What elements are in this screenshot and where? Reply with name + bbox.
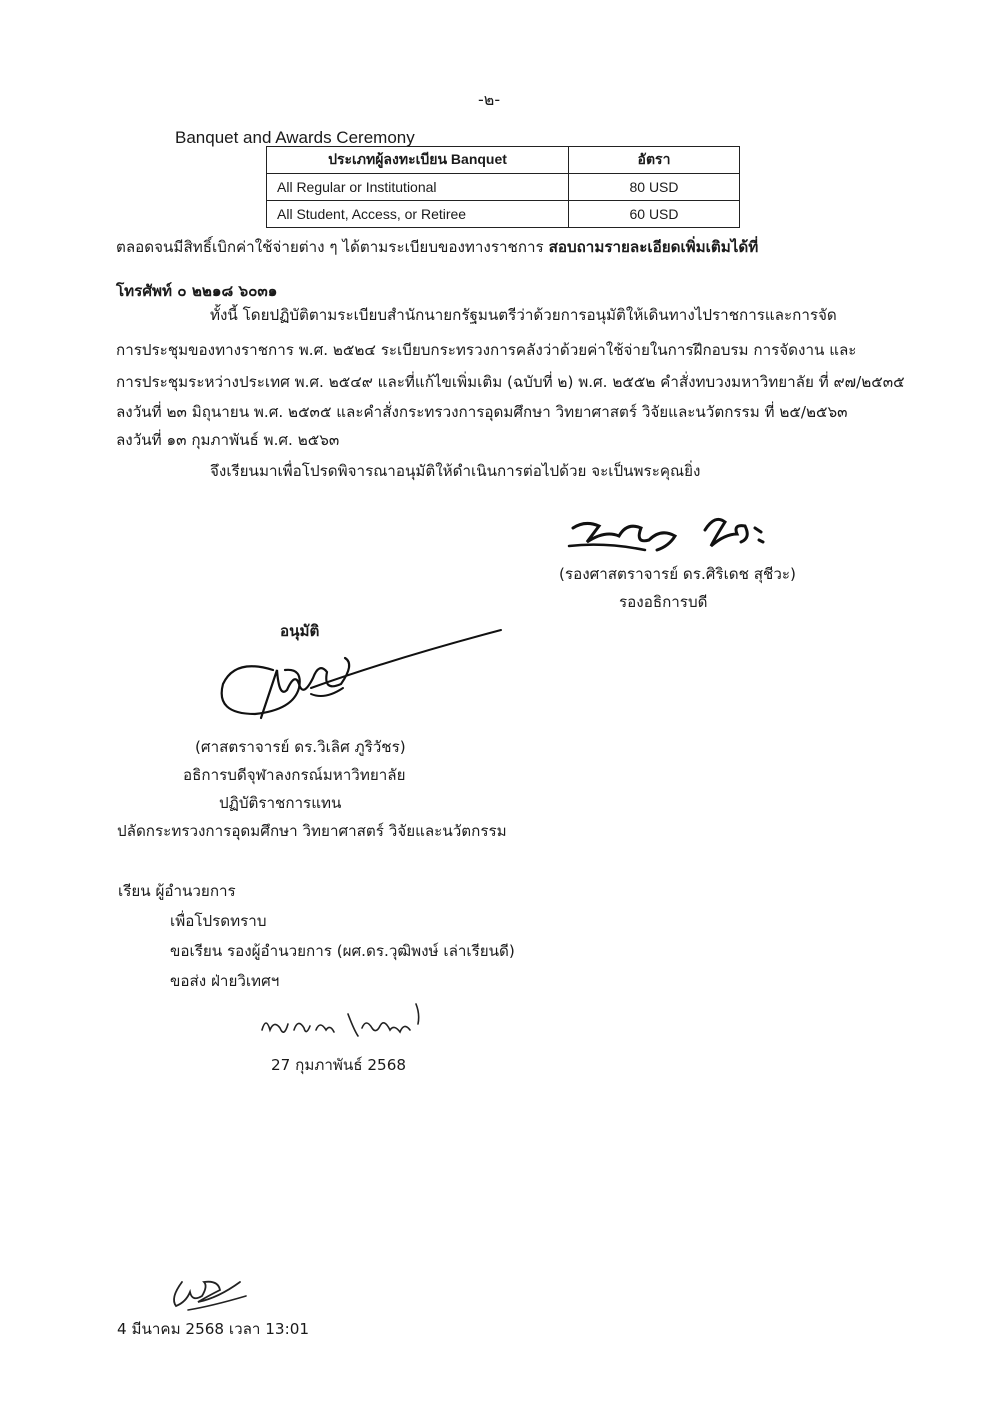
table-row — [267, 201, 740, 228]
routing-line: ขอส่ง ฝ่ายวิเทศฯ — [170, 972, 280, 990]
footer-datetime: 4 มีนาคม 2568 เวลา 13:01 — [117, 1320, 310, 1338]
paragraph-1-line-1 — [116, 240, 758, 255]
routing-date: 27 กุมภาพันธ์ 2568 — [271, 1056, 407, 1074]
paragraph-2-line: ทั้งนี้ โดยปฏิบัติตามระเบียบสำนักนายกรัฐมนตรีว่าด้วยการอนุมัติให้เดินทางไปราชการและการจัด — [210, 306, 837, 324]
permanent-secretary-title: ปลัดกระทรวงการอุดมศึกษา วิทยาศาสตร์ วิจัยและนวัตกรรม — [117, 822, 507, 840]
closing-paragraph: จึงเรียนมาเพื่อโปรดพิจารณาอนุมัติให้ดำเนินการต่อไปด้วย จะเป็นพระคุณยิ่ง — [210, 462, 701, 480]
vice-president-name: (รองศาสตราจารย์ ดร.ศิริเดช สุชีวะ) — [559, 565, 796, 583]
paragraph-2-line: ลงวันที่ ๑๓ กุมภาพันธ์ พ.ศ. ๒๕๖๓ — [116, 431, 340, 449]
table-cell-type: All Student, Access, or Retiree — [267, 201, 569, 228]
president-signature — [215, 618, 505, 728]
paragraph-2-line: ลงวันที่ ๒๓ มิถุนายน พ.ศ. ๒๕๓๕ และคำสั่งกระทรวงการอุดมศึกษา วิทยาศาสตร์ วิจัยและนวัตกรรม ที่ ๒๕/๒๕๖๓ — [116, 403, 848, 421]
vice-president-signature — [565, 506, 780, 556]
banquet-rate-table — [266, 146, 740, 228]
contact-phone: โทรศัพท์ ๐ ๒๒๑๘ ๖๐๓๑ — [116, 282, 278, 300]
vice-president-position: รองอธิการบดี — [619, 593, 708, 611]
footer-signature — [168, 1272, 250, 1312]
handwritten-name-signature — [258, 1000, 428, 1048]
approval-label: อนุมัติ — [280, 622, 320, 640]
table-row — [267, 174, 740, 201]
page-number: -๒- — [478, 90, 501, 109]
table-cell-rate: 80 USD — [569, 174, 740, 201]
routing-line: ขอเรียน รองผู้อำนวยการ (ผศ.ดร.วุฒิพงษ์ เล่าเรียนดี) — [170, 942, 515, 960]
table-cell-type: All Regular or Institutional — [267, 174, 569, 201]
president-name: (ศาสตราจารย์ ดร.วิเลิศ ภูริวัชร) — [195, 738, 406, 756]
column-header-type: ประเภทผู้ลงทะเบียน Banquet — [267, 147, 569, 174]
president-position: อธิการบดีจุฬาลงกรณ์มหาวิทยาลัย — [183, 766, 406, 784]
table-header-row — [267, 147, 740, 174]
routing-line: เรียน ผู้อำนวยการ — [118, 882, 236, 900]
acting-on-behalf: ปฏิบัติราชการแทน — [219, 794, 342, 812]
column-header-rate: อัตรา — [569, 147, 740, 174]
paragraph-2-line: การประชุมของทางราชการ พ.ศ. ๒๕๒๔ ระเบียบกระทรวงการคลังว่าด้วยค่าใช้จ่ายในการฝึกอบรม การจัดงาน และ — [116, 341, 857, 359]
paragraph-2-line: การประชุมระหว่างประเทศ พ.ศ. ๒๕๔๙ และที่แก้ไขเพิ่มเติม (ฉบับที่ ๒) พ.ศ. ๒๕๕๒ คำสั่งทบวงมหาวิทยาลัย ที่ ๙๗/๒๕๓๕ — [116, 373, 905, 391]
paragraph-1-text: ตลอดจนมีสิทธิ์เบิกค่าใช้จ่ายต่าง ๆ ได้ตามระเบียบของทางราชการ — [116, 238, 549, 256]
routing-line: เพื่อโปรดทราบ — [170, 912, 267, 930]
table-cell-rate: 60 USD — [569, 201, 740, 228]
banquet-heading: Banquet and Awards Ceremony — [175, 128, 415, 147]
paragraph-1-emphasis: สอบถามรายละเอียดเพิ่มเติมได้ที่ — [548, 238, 759, 256]
